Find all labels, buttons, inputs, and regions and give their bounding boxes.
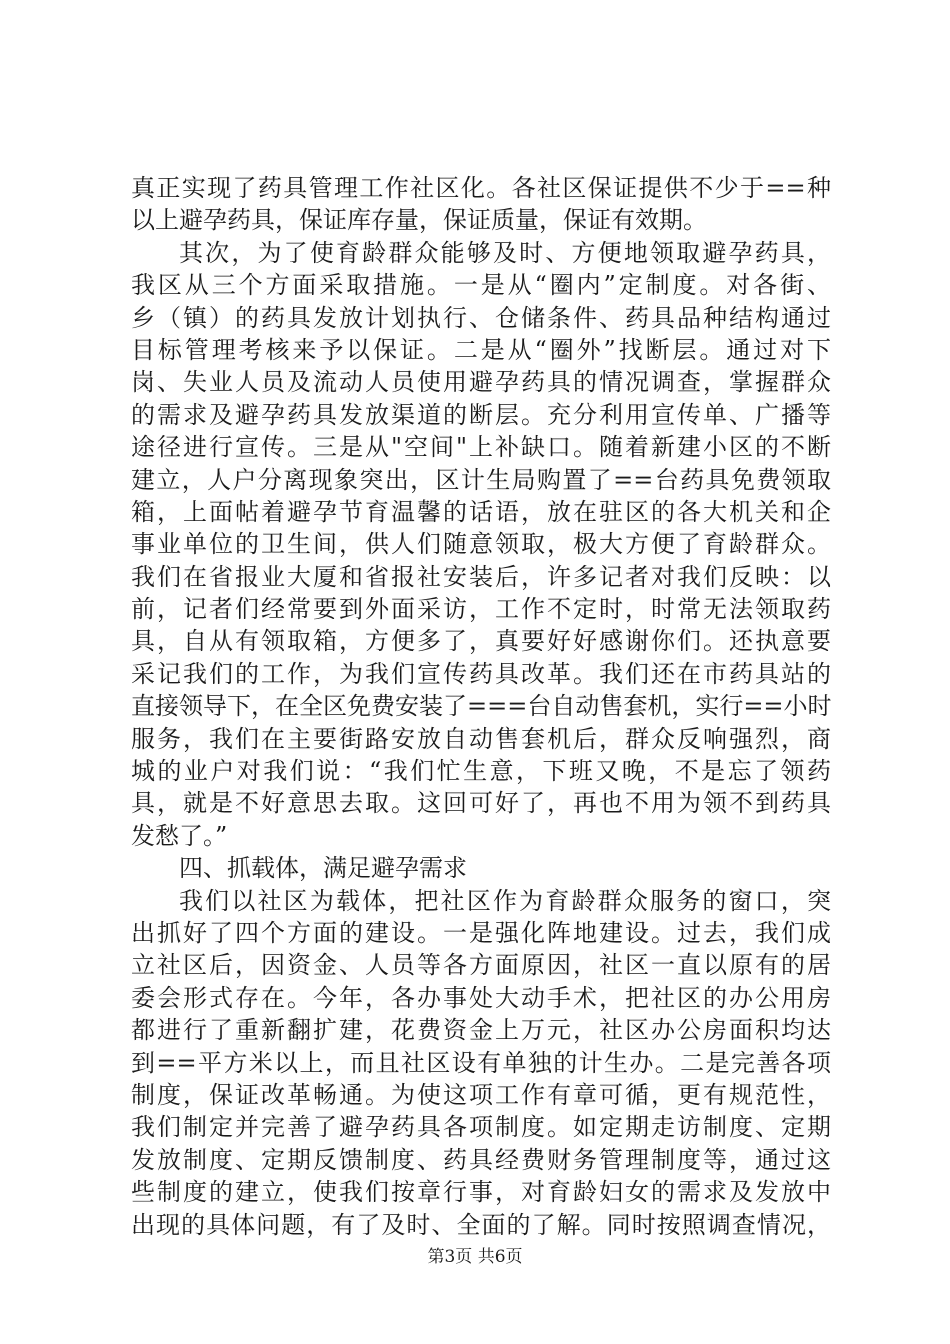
text-line: 出现的具体问题，有了及时、全面的了解。同时按照调查情况， xyxy=(131,1210,831,1239)
text-line: 制度，保证改革畅通。为使这项工作有章可循，更有规范性， xyxy=(131,1080,831,1109)
text-line: 我们以社区为载体，把社区作为育龄群众服务的窗口，突 xyxy=(179,886,831,915)
text-line: 直接领导下，在全区免费安装了===台自动售套机，实行==小时 xyxy=(131,692,832,721)
text-line: 具，就是不好意思去取。这回可好了，再也不用为领不到药具 xyxy=(131,789,831,818)
text-line: 建立，人户分离现象突出，区计生局购置了==台药具免费领取 xyxy=(131,465,831,494)
text-line: 些制度的建立，使我们按章行事，对育龄妇女的需求及发放中 xyxy=(131,1178,831,1207)
text-line: 委会形式存在。今年，各办事处大动手术，把社区的办公用房 xyxy=(131,983,831,1012)
text-line: 采记我们的工作，为我们宣传药具改革。我们还在市药具站的 xyxy=(131,659,831,688)
page-footer: 第3页 共6页 xyxy=(427,1247,523,1267)
text-line: 我区从三个方面采取措施。一是从“圈内”定制度。对各街、 xyxy=(131,271,831,300)
text-line: 立社区后，因资金、人员等各方面原因，社区一直以原有的居 xyxy=(131,951,831,980)
text-line: 四、抓载体，满足避孕需求 xyxy=(179,854,467,883)
text-line: 到==平方米以上，而且社区设有单独的计生办。二是完善各项 xyxy=(131,1048,831,1077)
text-line: 发愁了。” xyxy=(131,821,228,850)
text-line: 我们制定并完善了避孕药具各项制度。如定期走访制度、定期 xyxy=(131,1113,831,1142)
text-line: 以上避孕药具，保证库存量，保证质量，保证有效期。 xyxy=(131,206,707,235)
body-text xyxy=(131,172,831,1241)
text-line: 途径进行宣传。三是从"空间"上补缺口。随着新建小区的不断 xyxy=(131,433,831,462)
text-line: 出抓好了四个方面的建设。一是强化阵地建设。过去，我们成 xyxy=(131,918,831,947)
text-line: 城的业户对我们说：“我们忙生意，下班又晚，不是忘了领药 xyxy=(131,757,831,786)
text-line: 目标管理考核来予以保证。二是从“圈外”找断层。通过对下 xyxy=(131,335,831,364)
text-line: 都进行了重新翻扩建，花费资金上万元，社区办公房面积均达 xyxy=(131,1016,831,1045)
text-line: 我们在省报业大厦和省报社安装后，许多记者对我们反映：以 xyxy=(131,562,831,591)
text-line: 的需求及避孕药具发放渠道的断层。充分利用宣传单、广播等 xyxy=(131,400,831,429)
text-line: 真正实现了药具管理工作社区化。各社区保证提供不少于==种 xyxy=(131,174,831,202)
text-line: 岗、失业人员及流动人员使用避孕药具的情况调查，掌握群众 xyxy=(131,368,831,397)
text-line: 具，自从有领取箱，方便多了，真要好好感谢你们。还执意要 xyxy=(131,627,831,656)
text-line: 箱，上面帖着避孕节育温馨的话语，放在驻区的各大机关和企 xyxy=(131,497,831,526)
text-line: 乡（镇）的药具发放计划执行、仓储条件、药具品种结构通过 xyxy=(131,303,831,332)
text-line: 前，记者们经常要到外面采访，工作不定时，时常无法领取药 xyxy=(131,595,831,624)
text-line: 事业单位的卫生间，供人们随意领取，极大方便了育龄群众。 xyxy=(131,530,831,559)
text-line: 其次，为了使育龄群众能够及时、方便地领取避孕药具， xyxy=(179,238,831,267)
text-line: 服务，我们在主要街路安放自动售套机后，群众反响强烈，商 xyxy=(131,724,831,753)
text-line: 发放制度、定期反馈制度、药具经费财务管理制度等，通过这 xyxy=(131,1145,831,1174)
